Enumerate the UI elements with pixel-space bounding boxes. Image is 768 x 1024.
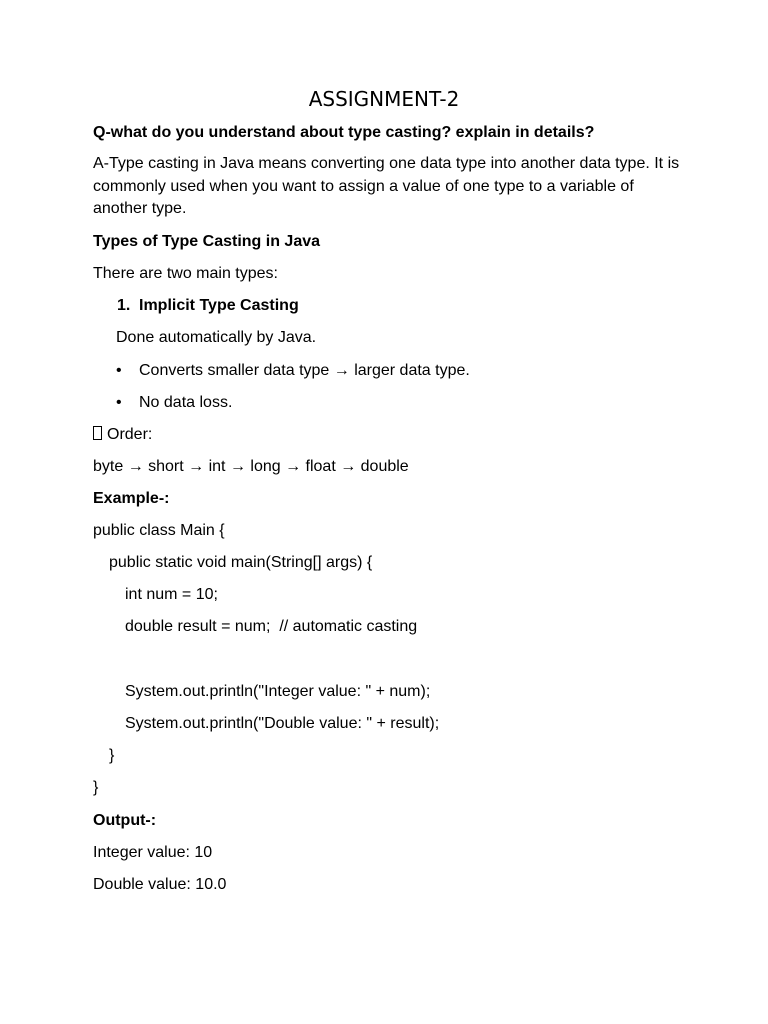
- code-line: public class Main {: [93, 522, 225, 539]
- bullet-dot-icon: •: [116, 394, 122, 411]
- order-label: Order:: [107, 426, 153, 443]
- code-line: public static void main(String[] args) {: [109, 554, 373, 571]
- answer-paragraph: A-Type casting in Java means converting one data type into another data type. It is commonly used when you want to assign a value of one type to a variable of another type.: [93, 155, 680, 217]
- bullet-item: Converts smaller data type → larger data type.: [139, 362, 470, 379]
- bullet-dot-icon: •: [116, 362, 122, 379]
- code-line: }: [109, 747, 115, 764]
- bullet-item: No data loss.: [139, 394, 233, 411]
- code-line: }: [93, 779, 99, 796]
- implicit-description: Done automatically by Java.: [116, 329, 317, 346]
- code-line: int num = 10;: [125, 586, 218, 603]
- code-line: System.out.println("Double value: " + result);: [125, 715, 440, 732]
- output-line: Integer value: 10: [93, 844, 213, 861]
- implicit-heading: Implicit Type Casting: [139, 297, 299, 314]
- missing-glyph-icon: [93, 426, 102, 440]
- code-line: double result = num; // automatic casting: [125, 618, 418, 635]
- output-label: Output-:: [93, 812, 157, 829]
- types-intro: There are two main types:: [93, 265, 278, 282]
- output-line: Double value: 10.0: [93, 876, 227, 893]
- order-sequence: byte → short → int → long → float → double: [93, 458, 409, 475]
- example-label: Example-:: [93, 490, 170, 507]
- document-title: ASSIGNMENT-2: [308, 87, 460, 111]
- types-heading: Types of Type Casting in Java: [93, 233, 321, 250]
- list-number: 1.: [117, 297, 131, 314]
- question-text: Q-what do you understand about type casting? explain in details?: [93, 124, 595, 141]
- code-line: System.out.println("Integer value: " + num);: [125, 683, 431, 700]
